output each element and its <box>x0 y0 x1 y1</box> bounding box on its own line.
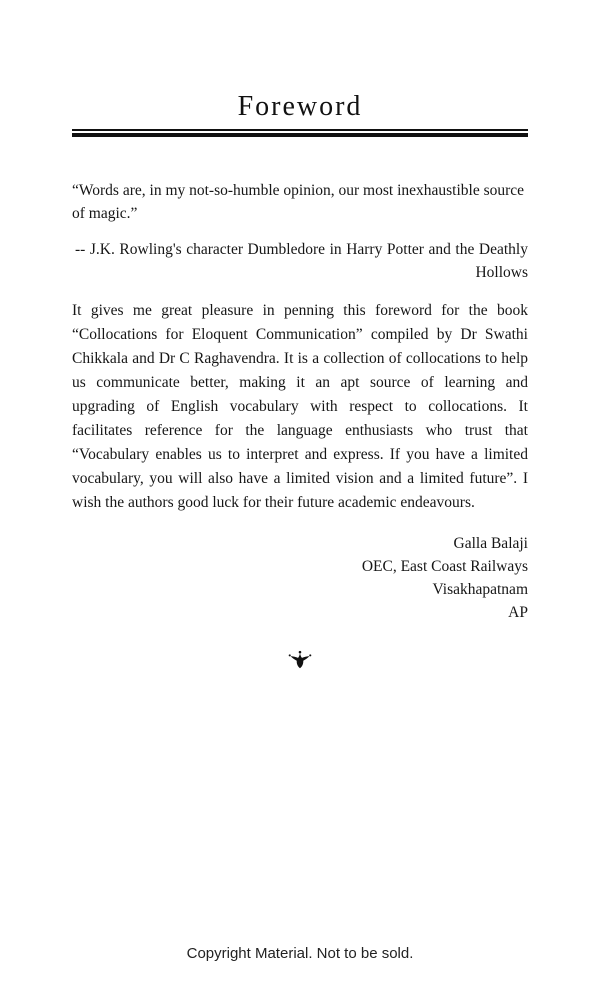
epigraph-quote: “Words are, in my not-so-humble opinion, our most inexhaustible source of magic.” <box>72 182 525 222</box>
copyright-footer: Copyright Material. Not to be sold. <box>186 945 414 962</box>
section-end-ornament <box>72 650 528 671</box>
signature-city: Visakhapatnam <box>432 581 528 598</box>
divider-thin-line <box>72 129 528 131</box>
foreword-body-paragraph: It gives me great pleasure in penning this foreword for the book “Collocations for Eloquent Communication” compiled by Dr Swathi Chikkala and Dr C Raghavendra. It is a collection of collocations to help us communicate better, making it an apt source of learning and upgrading of English vocabulary with respect to collocations. It facilitates reference for the language enthusiasts who trust that “Vocabulary enables us to interpret and express. If you have a limited vocabulary, you will also have a limited vision and a limited future”. I wish the authors good luck for their future academic endeavours. <box>72 302 528 511</box>
page-content <box>0 90 600 671</box>
quote-attribution: -- J.K. Rowling's character Dumbledore in Harry Potter and the Deathly Hollows <box>75 241 528 281</box>
signature-state: AP <box>508 604 528 621</box>
divider-thick-line <box>72 133 528 137</box>
signature-name: Galla Balaji <box>453 535 528 552</box>
fleuron-bird-icon <box>286 651 314 668</box>
title-divider <box>72 129 528 137</box>
page-title: Foreword <box>237 91 363 122</box>
book-page <box>0 90 600 990</box>
signature-organization: OEC, East Coast Railways <box>361 558 528 575</box>
signature-block <box>72 532 528 624</box>
